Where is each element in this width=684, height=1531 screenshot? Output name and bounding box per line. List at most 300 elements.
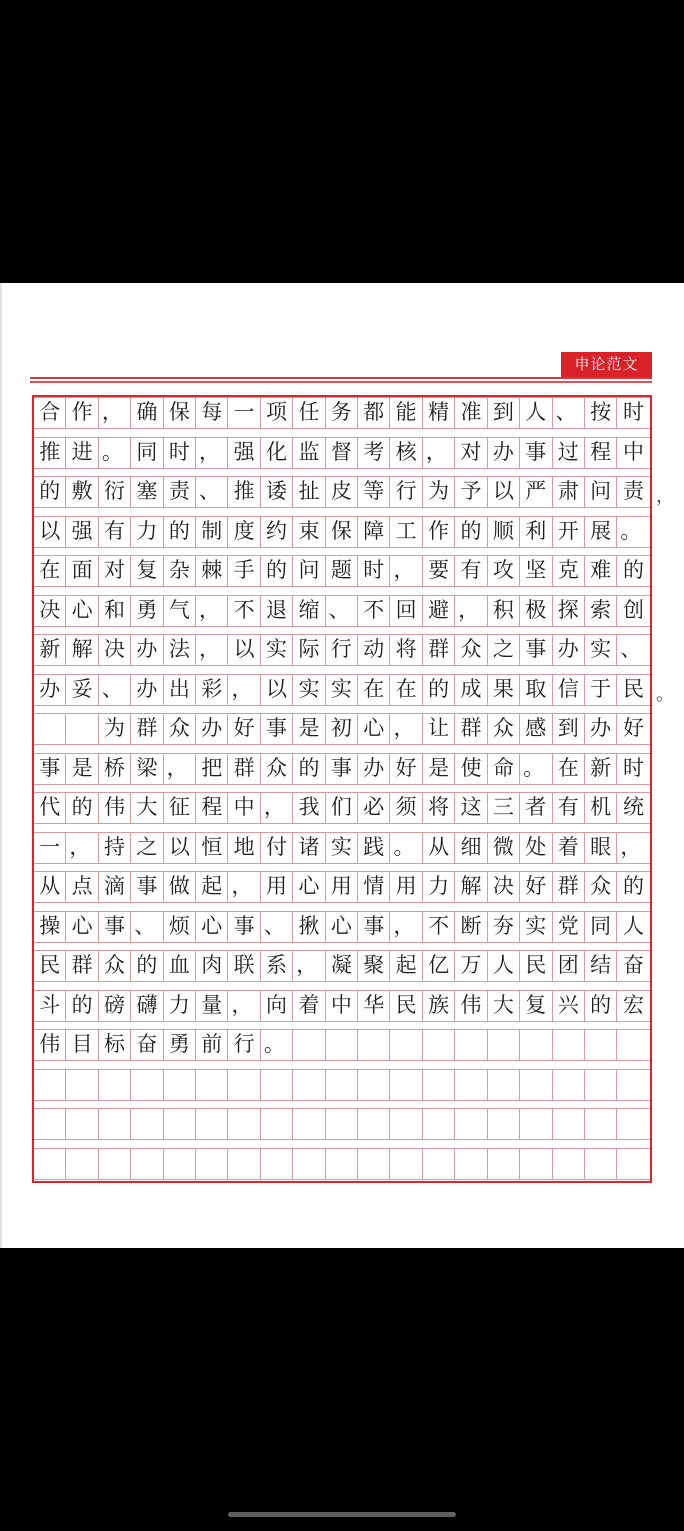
grid-cell: 礴 [131, 991, 163, 1021]
grid-cell: 群 [131, 714, 163, 744]
grid-cell: 的 [455, 517, 487, 547]
grid-cell: ， [620, 834, 642, 859]
grid-cell [66, 714, 98, 744]
grid-cell [585, 1030, 617, 1060]
grid-cell: 保 [164, 398, 196, 428]
grid-cell: 法 [164, 635, 196, 665]
grid-cell: 用 [326, 872, 358, 902]
grid-cell: 着 [293, 991, 325, 1021]
grid-cell [164, 1109, 196, 1139]
grid-cell [293, 1149, 325, 1179]
grid-cell: 量 [196, 991, 228, 1021]
grid-cell [326, 1149, 358, 1179]
grid-cell: 复 [131, 556, 163, 586]
grid-cell: 我 [293, 793, 325, 823]
grid-cell: 不 [358, 596, 390, 626]
grid-cell: 事 [34, 754, 66, 784]
grid-cell [34, 1070, 66, 1100]
grid-cell: 积 [488, 596, 520, 626]
grid-cell: 是 [293, 714, 325, 744]
grid-cell: 用 [261, 872, 293, 902]
grid-cell [488, 1070, 520, 1100]
grid-cell [358, 1109, 390, 1139]
grid-cell: 复 [520, 991, 552, 1021]
grid-cell: 利 [520, 517, 552, 547]
grid-cell [488, 1030, 520, 1060]
grid-cell: 办 [488, 438, 520, 468]
grid-cell: 事 [358, 912, 390, 942]
grid-cell: 。 [390, 833, 422, 863]
grid-cell [617, 1149, 649, 1179]
grid-cell: 事 [131, 872, 163, 902]
grid-cell: 的 [293, 754, 325, 784]
grid-cell: 的 [131, 951, 163, 981]
grid-cell: 揪 [293, 912, 325, 942]
grid-cell: 回 [390, 596, 422, 626]
grid-cell: 事 [326, 754, 358, 784]
grid-cell [488, 1149, 520, 1179]
grid-cell: 滴 [99, 872, 131, 902]
grid-cell: 敷 [66, 477, 98, 507]
grid-cell: 。 [99, 438, 131, 468]
grid-cell: 将 [390, 635, 422, 665]
grid-row [34, 1148, 650, 1180]
grid-cell [293, 1070, 325, 1100]
grid-cell: 考 [358, 438, 390, 468]
grid-cell: ， [228, 991, 260, 1021]
grid-cell: 群 [455, 714, 487, 744]
grid-cell: 付 [261, 833, 293, 863]
grid-cell: 一 [228, 398, 260, 428]
essay-category-badge: 申论范文 [561, 352, 652, 377]
grid-cell: 责 [623, 479, 645, 503]
grid-cell: 推 [228, 477, 260, 507]
grid-cell: 强 [228, 438, 260, 468]
grid-cell [326, 1109, 358, 1139]
grid-cell: 亿 [423, 951, 455, 981]
grid-cell: 的 [623, 874, 645, 898]
grid-cell: 感 [520, 714, 552, 744]
grid-cell: 者 [520, 793, 552, 823]
grid-cell: 民 [390, 991, 422, 1021]
grid-cell: 处 [520, 833, 552, 863]
grid-cell: 到 [488, 398, 520, 428]
grid-cell: 展 [585, 517, 617, 547]
grid-cell: 过 [553, 438, 585, 468]
grid-cell: 杂 [164, 556, 196, 586]
grid-cell [131, 1070, 163, 1100]
grid-cell: 出 [164, 675, 196, 705]
grid-cell [585, 1149, 617, 1179]
grid-cell: 办 [131, 635, 163, 665]
grid-row [34, 397, 650, 429]
grid-cell: 之 [488, 635, 520, 665]
grid-row [34, 1029, 650, 1061]
grid-cell: 众 [99, 951, 131, 981]
grid-cell: 实 [585, 635, 617, 665]
grid-cell: 问 [293, 556, 325, 586]
header-rule-top [30, 377, 652, 379]
grid-cell: 决 [34, 596, 66, 626]
grid-cell: 问 [585, 477, 617, 507]
grid-cell: 的 [585, 991, 617, 1021]
grid-cell: 大 [488, 991, 520, 1021]
grid-cell: 际 [293, 635, 325, 665]
grid-cell [228, 1070, 260, 1100]
grid-cell: 用 [390, 872, 422, 902]
grid-cell [164, 1149, 196, 1179]
grid-cell: 推 [34, 438, 66, 468]
grid-cell: 践 [358, 833, 390, 863]
grid-cell [261, 1070, 293, 1100]
grid-cell: 中 [326, 991, 358, 1021]
grid-row [34, 990, 650, 1022]
grid-row [34, 713, 650, 745]
grid-cell: 成 [455, 675, 487, 705]
grid-cell: 有 [455, 556, 487, 586]
grid-cell: 退 [261, 596, 293, 626]
grid-cell [423, 1109, 455, 1139]
grid-cell: ， [228, 675, 260, 705]
grid-cell: 好 [390, 754, 422, 784]
grid-cell: 化 [261, 438, 293, 468]
grid-cell: 索 [585, 596, 617, 626]
grid-cell: 以 [488, 477, 520, 507]
grid-row [34, 871, 650, 903]
grid-cell: 彩 [196, 675, 228, 705]
grid-cell: 妥 [66, 675, 98, 705]
grid-cell: 烦 [164, 912, 196, 942]
grid-cell: 、 [196, 477, 228, 507]
grid-cell: 好 [520, 872, 552, 902]
grid-cell [196, 1070, 228, 1100]
grid-row [34, 950, 650, 982]
grid-cell: 、 [99, 675, 131, 705]
grid-cell: 事 [261, 714, 293, 744]
grid-cell: 在 [553, 754, 585, 784]
grid-cell: 在 [358, 675, 390, 705]
grid-cell: 肉 [196, 951, 228, 981]
grid-cell: 力 [164, 991, 196, 1021]
grid-cell: 要 [423, 556, 455, 586]
grid-cell: 信 [553, 675, 585, 705]
grid-cell: 群 [228, 754, 260, 784]
grid-row [34, 1108, 650, 1140]
grid-cell: 。 [261, 1030, 293, 1060]
grid-cell [228, 1149, 260, 1179]
grid-cell [228, 1109, 260, 1139]
grid-cell: 、 [553, 398, 585, 428]
grid-cell: 对 [455, 438, 487, 468]
grid-cell: 办 [34, 675, 66, 705]
grid-row [34, 674, 650, 706]
grid-cell: 对 [99, 556, 131, 586]
grid-cell: 使 [455, 754, 487, 784]
grid-cell: 系 [261, 951, 293, 981]
grid-cell: 事 [99, 912, 131, 942]
grid-cell: ， [66, 833, 98, 863]
grid-cell: 强 [66, 517, 98, 547]
grid-cell: 题 [326, 556, 358, 586]
grid-cell [553, 1109, 585, 1139]
grid-cell: 们 [326, 793, 358, 823]
grid-cell: 好 [623, 716, 645, 740]
grid-cell: 同 [131, 438, 163, 468]
grid-cell: ， [228, 872, 260, 902]
grid-cell: 为 [423, 477, 455, 507]
grid-cell: 皮 [326, 477, 358, 507]
grid-cell: 之 [131, 833, 163, 863]
grid-cell: 障 [358, 517, 390, 547]
grid-cell: 决 [488, 872, 520, 902]
grid-cell: 作 [423, 517, 455, 547]
grid-cell: 的 [623, 558, 645, 582]
grid-cell: 确 [131, 398, 163, 428]
grid-cell: 心 [196, 912, 228, 942]
grid-cell: 办 [358, 754, 390, 784]
grid-cell: ， [390, 912, 422, 942]
grid-cell: 的 [66, 793, 98, 823]
grid-cell: 责 [164, 477, 196, 507]
grid-cell: 人 [488, 951, 520, 981]
grid-cell: 以 [164, 833, 196, 863]
grid-cell: 持 [99, 833, 131, 863]
grid-cell: 宏 [623, 992, 645, 1017]
grid-cell [455, 1070, 487, 1100]
grid-cell: 果 [488, 675, 520, 705]
grid-cell: ， [196, 438, 228, 468]
grid-cell: 眼 [585, 833, 617, 863]
grid-cell [553, 1030, 585, 1060]
grid-cell: 夯 [488, 912, 520, 942]
grid-cell: 起 [196, 872, 228, 902]
grid-cell [261, 1109, 293, 1139]
grid-cell: 实 [261, 635, 293, 665]
grid-cell: 磅 [99, 991, 131, 1021]
grid-cell: 以 [261, 675, 293, 705]
grid-cell [617, 1109, 649, 1139]
grid-cell: 新 [585, 754, 617, 784]
grid-cell: 克 [553, 556, 585, 586]
grid-cell [617, 1030, 649, 1060]
grid-cell: 断 [455, 912, 487, 942]
grid-cell: ， [390, 556, 422, 586]
grid-cell [617, 1070, 649, 1100]
grid-cell: 监 [293, 438, 325, 468]
grid-cell: 的 [66, 991, 98, 1021]
grid-cell: 一 [34, 833, 66, 863]
grid-cell: 精 [423, 398, 455, 428]
grid-cell: 勇 [164, 1030, 196, 1060]
grid-cell: 实 [326, 675, 358, 705]
grid-cell [34, 1109, 66, 1139]
grid-cell: 实 [326, 833, 358, 863]
grid-cell [99, 1149, 131, 1179]
grid-cell: 目 [66, 1030, 98, 1060]
grid-cell: 心 [326, 912, 358, 942]
grid-cell [358, 1149, 390, 1179]
grid-cell: 坚 [520, 556, 552, 586]
grid-cell: 程 [585, 438, 617, 468]
grid-cell: 准 [455, 398, 487, 428]
grid-cell: 梁 [131, 754, 163, 784]
grid-row [34, 634, 650, 666]
grid-cell: 万 [455, 951, 487, 981]
grid-cell [455, 1030, 487, 1060]
grid-cell: ， [423, 438, 455, 468]
grid-cell: 众 [164, 714, 196, 744]
grid-cell: 时 [623, 755, 645, 780]
grid-cell: ， [261, 793, 293, 823]
grid-cell: 恒 [196, 833, 228, 863]
grid-cell: 。 [620, 518, 642, 543]
grid-cell: 群 [423, 635, 455, 665]
grid-cell: 前 [196, 1030, 228, 1060]
grid-cell: 、 [326, 596, 358, 626]
grid-cell: 动 [358, 635, 390, 665]
grid-cell: 塞 [131, 477, 163, 507]
grid-cell: ， [99, 398, 131, 428]
grid-cell [34, 1149, 66, 1179]
grid-cell: 把 [196, 754, 228, 784]
grid-cell: 必 [358, 793, 390, 823]
grid-cell: 群 [66, 951, 98, 981]
grid-cell [66, 1070, 98, 1100]
grid-cell: 进 [66, 438, 98, 468]
grid-cell [99, 1109, 131, 1139]
grid-cell: 华 [358, 991, 390, 1021]
grid-cell: 攻 [488, 556, 520, 586]
overhang-punctuation: 。 [656, 683, 674, 705]
grid-cell [34, 714, 66, 744]
grid-cell [99, 1070, 131, 1100]
grid-row [34, 516, 650, 548]
grid-cell: 保 [326, 517, 358, 547]
grid-cell: 合 [34, 398, 66, 428]
grid-cell: 民 [34, 951, 66, 981]
grid-cell [293, 1030, 325, 1060]
grid-cell: 作 [66, 398, 98, 428]
grid-cell: 点 [66, 872, 98, 902]
grid-cell: 每 [196, 398, 228, 428]
grid-cell: 桥 [99, 754, 131, 784]
grid-row [34, 792, 650, 824]
grid-cell: 棘 [196, 556, 228, 586]
grid-cell: 时 [623, 400, 645, 424]
grid-cell: 众 [455, 635, 487, 665]
grid-cell: 束 [293, 517, 325, 547]
grid-cell: 难 [585, 556, 617, 586]
grid-cell [358, 1070, 390, 1100]
grid-cell: 同 [585, 912, 617, 942]
grid-cell: 创 [623, 597, 645, 622]
grid-cell: 心 [66, 596, 98, 626]
grid-cell: 不 [423, 912, 455, 942]
grid-cell: 的 [423, 675, 455, 705]
grid-cell: 族 [423, 991, 455, 1021]
home-indicator[interactable] [228, 1512, 456, 1517]
grid-cell: 这 [455, 793, 487, 823]
grid-cell: 心 [358, 714, 390, 744]
grid-cell: 是 [423, 754, 455, 784]
grid-cell: 办 [131, 675, 163, 705]
grid-cell [488, 1109, 520, 1139]
grid-cell: 行 [326, 635, 358, 665]
grid-cell: 诸 [293, 833, 325, 863]
grid-cell: ， [455, 596, 487, 626]
grid-cell: 务 [326, 398, 358, 428]
grid-cell: ， [390, 714, 422, 744]
grid-cell: 标 [99, 1030, 131, 1060]
grid-cell: 工 [390, 517, 422, 547]
grid-cell: 和 [99, 596, 131, 626]
grid-cell: 、 [620, 637, 642, 661]
grid-cell [358, 1030, 390, 1060]
grid-cell: 有 [99, 517, 131, 547]
grid-cell [131, 1109, 163, 1139]
grid-cell: 约 [261, 517, 293, 547]
grid-row [34, 832, 650, 864]
grid-cell [455, 1149, 487, 1179]
grid-cell: 度 [228, 517, 260, 547]
grid-cell: 等 [358, 477, 390, 507]
grid-cell: 能 [390, 398, 422, 428]
grid-cell: 开 [553, 517, 585, 547]
grid-cell: 探 [553, 596, 585, 626]
grid-cell: 手 [228, 556, 260, 586]
grid-row [34, 911, 650, 943]
grid-cell: 办 [585, 714, 617, 744]
grid-cell: 斗 [34, 991, 66, 1021]
grid-cell: 命 [488, 754, 520, 784]
grid-cell: 在 [34, 556, 66, 586]
grid-cell: 伟 [99, 793, 131, 823]
grid-cell: 民 [623, 676, 645, 701]
grid-cell: 中 [228, 793, 260, 823]
grid-cell: 从 [423, 833, 455, 863]
grid-cell: 心 [66, 912, 98, 942]
grid-cell: 时 [358, 556, 390, 586]
grid-cell [326, 1070, 358, 1100]
grid-cell: 以 [34, 517, 66, 547]
grid-cell: 伟 [34, 1030, 66, 1060]
grid-cell: 行 [228, 1030, 260, 1060]
grid-cell: 缩 [293, 596, 325, 626]
grid-cell: 中 [623, 439, 645, 464]
grid-cell [390, 1149, 422, 1179]
grid-cell: 代 [34, 793, 66, 823]
grid-cell: 心 [293, 872, 325, 902]
grid-cell: ， [196, 635, 228, 665]
grid-cell: 做 [164, 872, 196, 902]
grid-cell: 避 [423, 596, 455, 626]
grid-cell: 微 [488, 833, 520, 863]
grid-cell: 将 [423, 793, 455, 823]
grid-cell [326, 1030, 358, 1060]
grid-cell: 时 [164, 438, 196, 468]
grid-cell: 实 [520, 912, 552, 942]
grid-cell: 的 [164, 517, 196, 547]
grid-cell: 操 [34, 912, 66, 942]
grid-cell: 党 [553, 912, 585, 942]
grid-cell: 众 [488, 714, 520, 744]
grid-cell: 事 [228, 912, 260, 942]
grid-cell: 事 [520, 635, 552, 665]
grid-cell: 群 [553, 872, 585, 902]
grid-cell [520, 1070, 552, 1100]
grid-cell: 勇 [131, 596, 163, 626]
grid-cell: 办 [553, 635, 585, 665]
